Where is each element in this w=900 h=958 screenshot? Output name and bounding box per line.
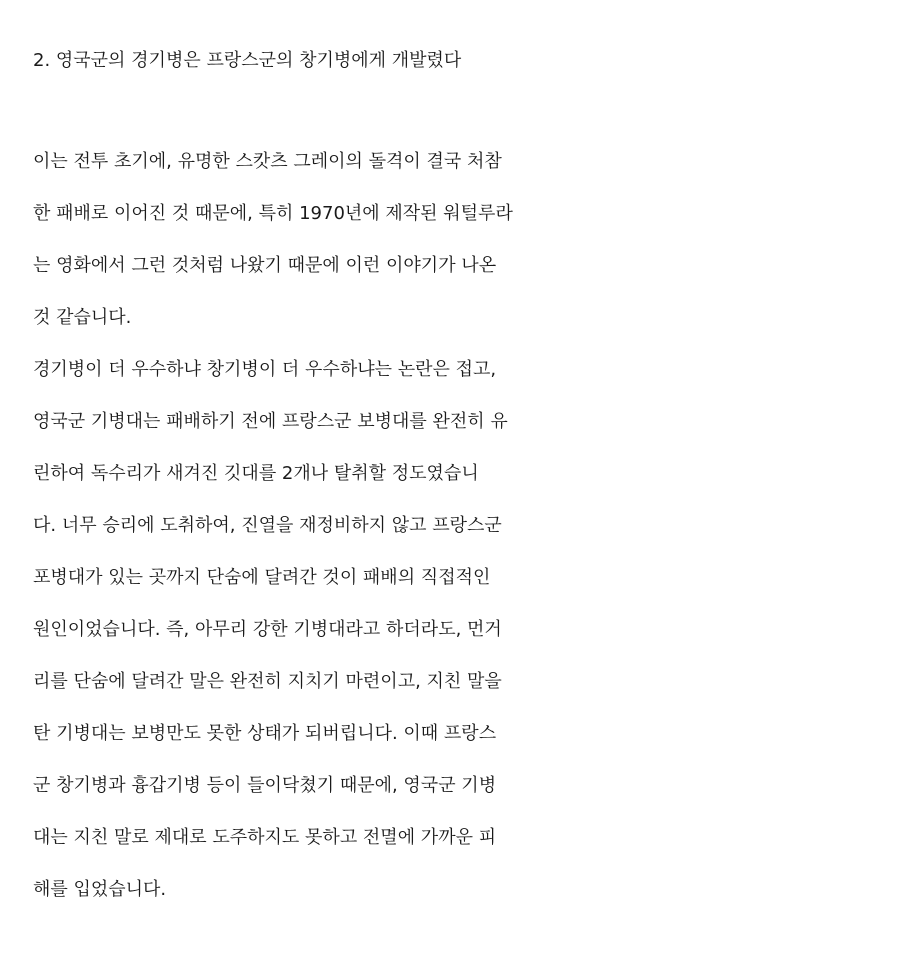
section-heading: 2. 영국군의 경기병은 프랑스군의 창기병에게 개발렸다	[33, 50, 462, 71]
paragraph-gap	[33, 84, 883, 130]
text-line: 는 영화에서 그런 것처럼 나왔기 때문에 이런 이야기가 나온	[33, 255, 497, 276]
text-line: 해를 입었습니다.	[33, 879, 167, 900]
text-line: 다. 너무 승리에 도취하여, 진열을 재정비하지 않고 프랑스군	[33, 515, 502, 536]
paragraph-2	[33, 344, 883, 916]
text-line: 경기병이 더 우수하냐 창기병이 더 우수하냐는 논란은 접고,	[33, 359, 497, 380]
text-line: 영국군 기병대는 패배하기 전에 프랑스군 보병대를 완전히 유	[33, 411, 508, 432]
paragraph-1	[33, 136, 883, 344]
text-line: 것 같습니다.	[33, 307, 132, 328]
text-line: 리를 단숨에 달려간 말은 완전히 지치기 마련이고, 지친 말을	[33, 671, 502, 692]
text-line: 포병대가 있는 곳까지 단숨에 달려간 것이 패배의 직접적인	[33, 567, 491, 588]
text-line: 군 창기병과 흉갑기병 등이 들이닥쳤기 때문에, 영국군 기병	[33, 775, 497, 796]
text-line: 린하여 독수리가 새겨진 깃대를 2개나 탈취할 정도였습니	[33, 463, 479, 484]
text-line: 한 패배로 이어진 것 때문에, 특히 1970년에 제작된 워털루라	[33, 203, 513, 224]
text-line: 원인이었습니다. 즉, 아무리 강한 기병대라고 하더라도, 먼거	[33, 619, 502, 640]
text-line: 대는 지친 말로 제대로 도주하지도 못하고 전멸에 가까운 피	[33, 827, 497, 848]
text-line: 탄 기병대는 보병만도 못한 상태가 되버립니다. 이때 프랑스	[33, 723, 497, 744]
text-line: 이는 전투 초기에, 유명한 스캇츠 그레이의 돌격이 결국 처참	[33, 151, 502, 172]
article	[33, 0, 883, 916]
